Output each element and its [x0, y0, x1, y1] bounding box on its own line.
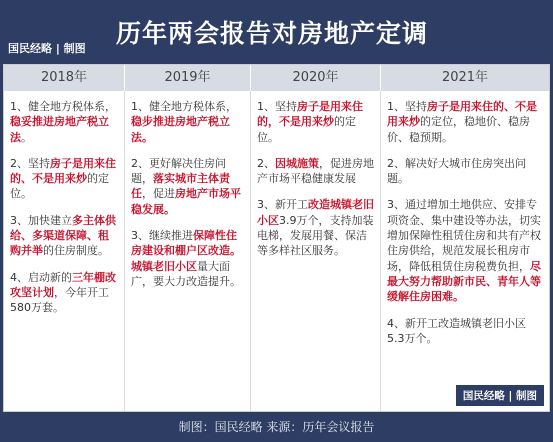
- policy-item: [10, 156, 118, 202]
- year-header: 2019年: [125, 65, 251, 91]
- policy-text: 的定位。: [10, 172, 109, 201]
- policy-text: 量大面广，要大力改造提升。: [131, 259, 241, 288]
- highlight-text: 房子是用来住的，不是用来炒: [257, 100, 363, 129]
- policy-text: 的定位。: [257, 115, 356, 144]
- policy-item: [131, 99, 244, 145]
- highlight-text: 尽最大努力帮助新市民、青年人等缓解住房困难。: [387, 259, 541, 304]
- policy-item: [257, 197, 374, 258]
- policy-text: 3、继续推进: [131, 229, 193, 243]
- policy-text: 4、新开工改造城镇老旧小区5.3万个。: [387, 316, 526, 345]
- year-header: 2020年: [251, 65, 381, 91]
- policy-item: [10, 99, 118, 145]
- policy-text: 2、解决好大城市住房突出问题。: [387, 156, 526, 186]
- policy-text: 的住房制度。: [43, 244, 109, 258]
- policy-text: 1、健全地方税体系，: [131, 100, 237, 113]
- highlight-text: 落实城市主体责任: [131, 172, 230, 201]
- highlight-text: 稳步推进房地产税立法。: [131, 115, 230, 144]
- highlight-text: 房地产市场平稳发展。: [131, 187, 241, 216]
- policy-item: [257, 156, 374, 187]
- highlight-text: 保障性住房建设和棚户区改造。城镇老旧小区: [131, 229, 241, 273]
- highlight-text: 三年棚改攻坚计划: [10, 270, 116, 299]
- policy-text: ，今年开工580万套。: [10, 285, 109, 315]
- year-column: [4, 91, 125, 411]
- policy-text: 1、坚持: [257, 100, 297, 113]
- policy-text: ，促进: [142, 187, 175, 201]
- year-header: 2018年: [4, 65, 125, 91]
- policy-text: 1、健全地方税体系，: [10, 100, 116, 113]
- highlight-text: 因城施策: [275, 156, 319, 170]
- footer-source: 制图：国民经略 来源：历年会议报告: [178, 420, 375, 434]
- policy-text: 2、坚持: [10, 156, 50, 170]
- policy-item: [387, 316, 543, 347]
- policy-table: [3, 64, 550, 412]
- policy-item: [10, 213, 118, 259]
- page-title: 历年两会报告对房地产定调: [116, 19, 429, 48]
- policy-item: [387, 197, 543, 304]
- policy-text: 2、更好解决住房问题，: [131, 156, 226, 186]
- policy-text: 3、加快建立: [10, 213, 72, 227]
- policy-text: 。: [21, 130, 32, 144]
- policy-item: [10, 270, 118, 316]
- year-column: [251, 91, 381, 411]
- year-column: [381, 91, 549, 411]
- policy-text: 2、: [257, 156, 275, 170]
- policy-text: 1、坚持: [387, 100, 427, 113]
- highlight-text: 多主体供给、多渠道保障、租购并举: [10, 213, 116, 258]
- year-column: [125, 91, 251, 411]
- policy-item: [387, 99, 543, 145]
- policy-text: 4、启动新的: [10, 270, 72, 284]
- policy-text: 3、新开工: [257, 198, 308, 212]
- highlight-text: 稳妥推进房地产税立法: [10, 115, 109, 144]
- header: [0, 0, 553, 62]
- brand-badge: 国民经略 | 制图: [456, 385, 544, 406]
- policy-item: [131, 156, 244, 217]
- brand-label: 国民经略 | 制图: [8, 42, 86, 55]
- policy-item: [387, 156, 543, 187]
- highlight-text: 改造城镇老旧小区: [257, 198, 374, 227]
- policy-text: 3、通过增加土地供应、安排专项资金、集中建设等办法，切实增加保障性租赁住房和共有产权住房供给，规范发展长租房市场，降低租赁住房税费负担，: [387, 198, 541, 273]
- policy-item: [257, 99, 374, 145]
- year-header: 2021年: [381, 65, 549, 91]
- policy-text: 的定位，稳地价、稳房价、稳预期。: [387, 115, 530, 144]
- highlight-text: 房子是用来住的、不是用来炒: [387, 100, 537, 129]
- highlight-text: 房子是用来住的、不是用来炒: [10, 156, 116, 186]
- policy-item: [131, 228, 244, 289]
- policy-text: ，促进房地产市场平稳健康发展: [257, 156, 374, 186]
- policy-text: 3.9万个，支持加装电梯，发展用餐、保洁等多样社区服务。: [257, 213, 374, 258]
